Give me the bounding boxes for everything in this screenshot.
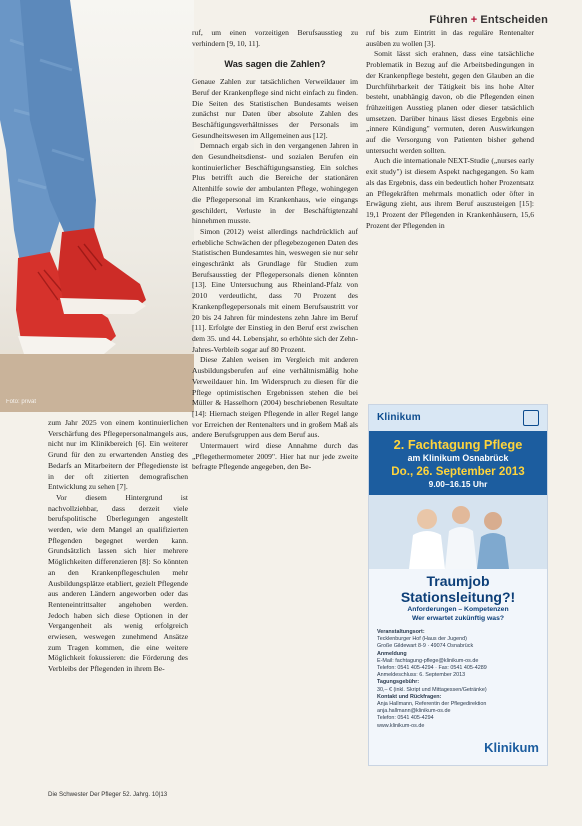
ad-headline-block	[369, 569, 547, 625]
ad-title: 2. Fachtagung Pflege	[393, 437, 523, 452]
ad-top-bar	[369, 405, 547, 431]
section-label-fuehren: Führen	[429, 14, 468, 26]
paragraph: Untermauert wird diese Annahme durch das „Pflegethermometer 2009". Hier hat nur jede zweite befragte Pflegende angegeben, den Be-	[192, 441, 358, 472]
ad-event-banner	[369, 431, 547, 495]
paragraph: Genaue Zahlen zur tatsächlichen Verweildauer im Beruf der Krankenpflege sind nicht einfach zu finden. Die Seiten des Statistischen Bundesamts weisen zunächst nur Daten über absolute Zahlen des Beschäftigungsverhältnisses der Personals im Gesundheitswesen im Allgemeinen aus [12].	[192, 77, 358, 140]
venue-text: Tecklenburger Hof (Haus der Jugend) Große Gildewart 8-9 · 49074 Osnabrück	[377, 636, 474, 650]
text-column-2	[192, 28, 358, 473]
page-footer: Die Schwester Der Pfleger 52. Jahrg. 10|13	[48, 791, 168, 798]
ad-date: Do., 26. September 2013	[391, 465, 525, 478]
ad-footer-logo: Klinikum	[484, 740, 539, 755]
klinikum-logo: Klinikum	[377, 412, 421, 423]
fee-label: Tagungsgebühr:	[377, 679, 420, 686]
paragraph: ruf bis zum Eintritt in das reguläre Rentenalter ausüben zu wollen [3].	[366, 28, 534, 48]
subheading-was-sagen-die-zahlen: Was sagen die Zahlen?	[224, 59, 326, 70]
photo-credit: Foto: privat	[6, 399, 37, 405]
section-separator: +	[470, 14, 478, 26]
ad-subtitle: am Klinikum Osnabrück	[407, 453, 509, 463]
ad-headline: Traumjob Stationsleitung?!	[400, 573, 516, 605]
paragraph: zum Jahr 2025 von einem kontinuierlichen Verschärfung des Pflegepersonalmangels aus, nicht nur im Klinikbereich [6]. Ein weiterer Grund für den zu erwartenden Anstieg des Bedarfs an Mitarbeitern der Pflegedienste ist in der oft zitierten demografischen Entwicklung zu sehen [7].	[48, 418, 188, 492]
sneaker-illustration	[0, 0, 194, 412]
text-column-1	[48, 418, 188, 675]
paragraph: Auch die internationale NEXT-Studie („nurses early exit study") ist diesem Aspekt nachgegangen. So kam als das Ergebnis, dass ein bedeutlich hoher Prozentsatz an Pflegekräften mehrmals monatlich oder öfter in Erwägung zieht, aus ihrem Beruf auszusteigen [15]: 19,1 Prozent der Pflegenden in Krankenhäusern, 15,6 Prozent der Pflegenden in	[366, 156, 534, 230]
paragraph: Vor diesem Hintergrund ist nachvollziehbar, dass derzeit viele berufspolitische Überlegungen angestellt werden, wie dem Mangel an qualifizierten Pflegenden begegnet werden kann. Grundsätzlich lassen sich hier mehrere Möglichkeiten differenzieren [8]: So könnten an den Krankenpflegeschulen mehr Ausbildungsplätze etabliert, gezielt Pflegende aus anderen Ländern angeworben oder das Renteneintrittsalter angehoben werden. Jedoch haben sich diese Optionen in der Vergangenheit als wenig erfolgreich erwiesen, weswegen zunehmend Ansätze zum Tragen kommen, die eine weitere Möglichkeit fokussieren: die Förderung des Verbleibs der Pflegenden in ihrem Be-	[48, 492, 188, 674]
text-column-3	[366, 28, 534, 231]
logo-mark-icon	[523, 410, 539, 426]
advertisement-fachtagung	[368, 404, 548, 766]
paragraph: Demnach ergab sich in den vergangenen Jahren in den Gesundheitsdienst- und sozialen Berufen ein kontinuierlicher Beschäftigungsanstieg. Ein solches Plus betrifft auch die Bereiche der stationären Altenhilfe sowie der ambulanten Pflege, wohingegen die Pflegepersonal im Krankenhaus, wie eingangs geschildert, Verluste in der Beschäftigtenzahl hinnehmen musste.	[192, 141, 358, 226]
paragraph: Diese Zahlen weisen im Vergleich mit anderen Ausbildungsberufen auf eine verhältnismäßig hohe Verweildauer hin. Im Widerspruch zu diesen für die Pflege optimistischen Ergebnissen stehen die bei Müller & Hasselhorn (2004) beschriebenen Resultate [14]: Hiernach steigen Pflegende in aller Regel lange vor Erreichen der Rentenalters und in großem Maß als andere Berufsgruppen aus dem Beruf aus.	[192, 355, 358, 440]
section-label-entscheiden: Entscheiden	[480, 14, 548, 26]
paragraph: Somit lässt sich erahnen, dass eine tatsächliche Problematik in Bezug auf die Arbeitsbedingungen in der Krankenpflege besteht, gegen den Glauben an die Durchführbarkeit der Tätigkeit bis ins hohe Alter besteht, unabhängig davon, ob die Pflegenden einen frühzeitigen Ausstieg planen oder dieser tatsächlich umsetzen. Darüber hinaus lässt dieses Ergebnis eine „innere Kündigung" vermuten, deren Auswirkungen auf die Versorgung von Patienten bisher gehend untersucht werden sollten.	[366, 49, 534, 155]
ad-tagline: Anforderungen – Kompetenzen Wer erwartet zukünftig was?	[407, 606, 509, 622]
registration-label: Anmeldung	[377, 650, 407, 657]
contact-text: Anja Hallmann, Referentin der Pflegedirektion anja.hallmann@klinikum-os.de Telefon: 0541 405-4294 www.klinikum-os.de	[377, 701, 487, 729]
photo-red-sneakers	[0, 0, 194, 412]
ad-time: 9.00–16.15 Uhr	[428, 479, 488, 489]
registration-text: E-Mail: fachtagung-pflege@klinikum-os.de Telefon: 0541 405-4294 · Fax: 0541 405-4289 Anmeldeschluss: 6. September 2013	[377, 657, 487, 679]
venue-label: Veranstaltungsort:	[377, 629, 425, 635]
paragraph: ruf, um einen vorzeitigen Berufsausstieg zu verhindern [9, 10, 11].	[192, 28, 358, 48]
ad-info-block	[369, 625, 547, 730]
contact-label: Kontakt und Rückfragen:	[377, 693, 442, 700]
fee-text: 30,– € (inkl. Skript und Mittagessen/Getränke)	[377, 686, 487, 693]
nurses-illustration	[369, 495, 547, 569]
ad-photo-nurses	[369, 495, 547, 569]
paragraph: Simon (2012) weist allerdings nachdrücklich auf erhebliche Schwächen der pflegebezogenen Daten des Statistischen Bundesamtes hin, weswegen sie nur sehr eingeschränkt als Grundlage für Studien zum Berufsausstieg der Pflegepersonals dienen könnten [13]. Eine Untersuchung aus Rheinland-Pfalz von 2010 verdeutlicht, dass 70 Prozent des Krankenpflegepersonals mit einem Berufsaustritt vor 20 bis 24 Jahren für mindestens zehn Jahre im Beruf [11]. Erfolgte der Einstieg in den Beruf erst zwischen dem 35. und 44. Lebensjahr, so erhöhte sich der Zehn-Jahres-Verbleib sogar auf 80 Prozent.	[192, 226, 358, 354]
section-header	[429, 14, 548, 26]
